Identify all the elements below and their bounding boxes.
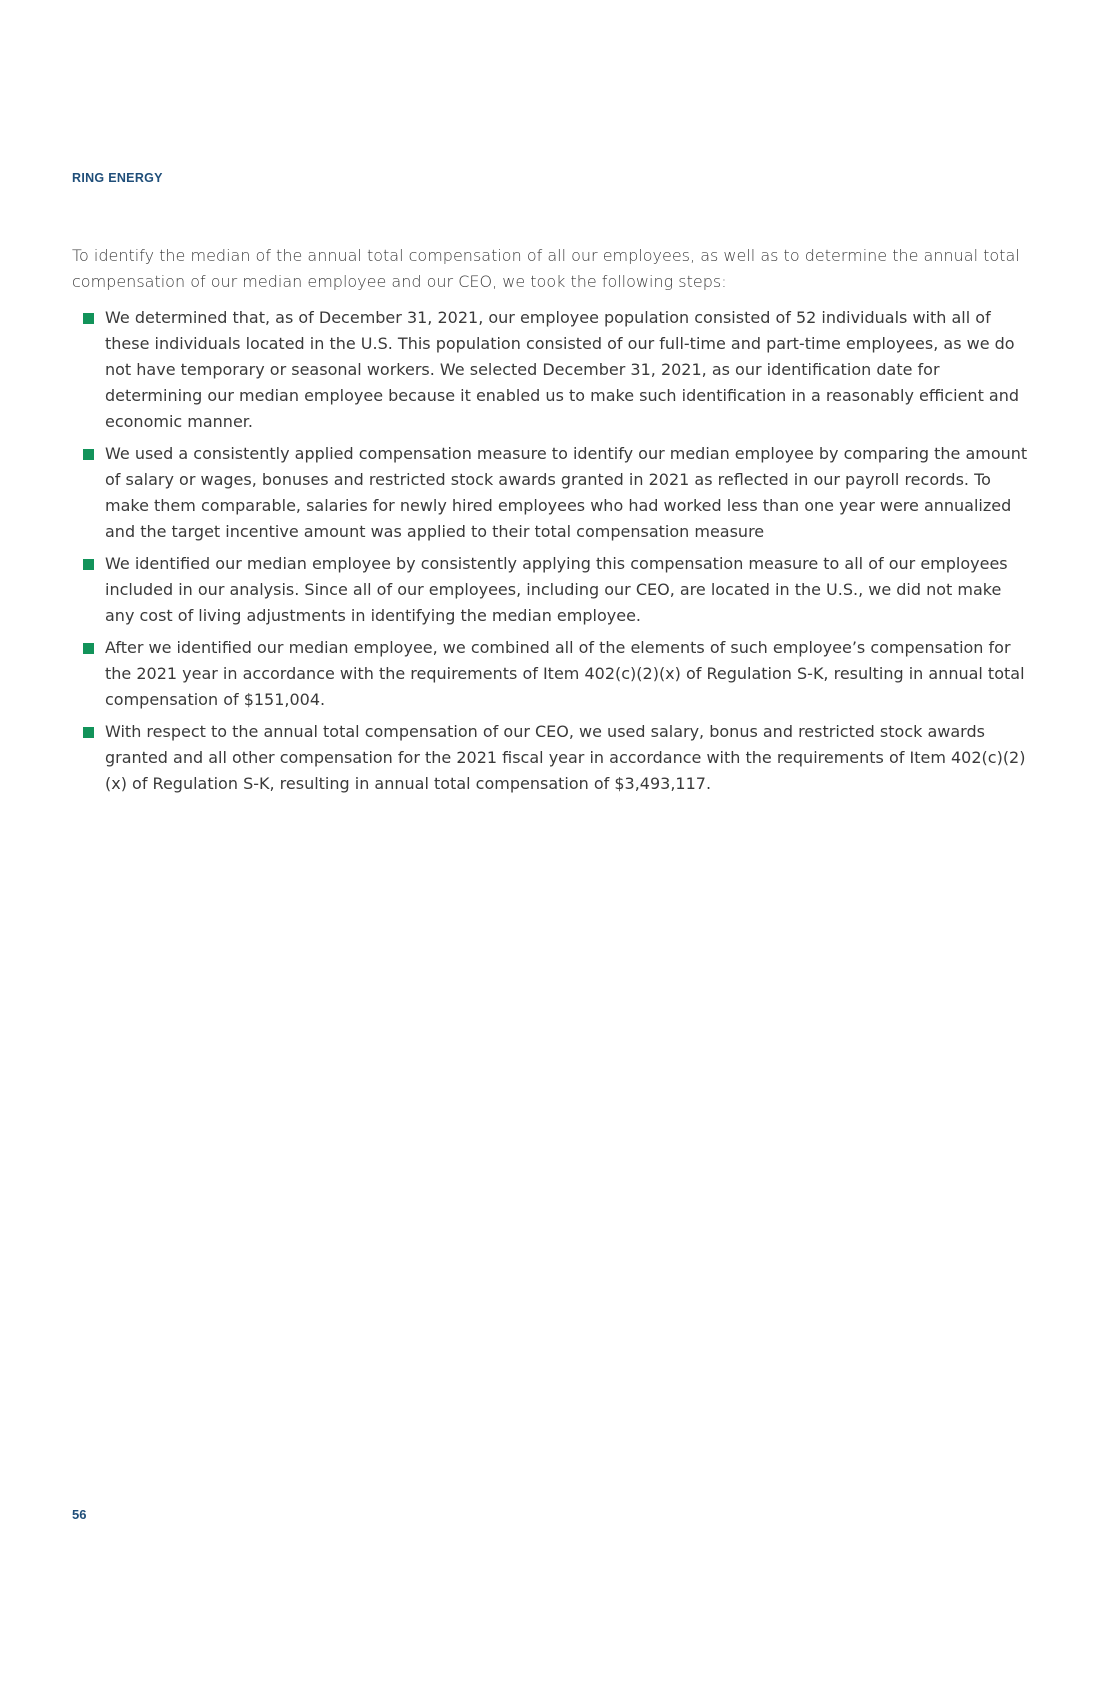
square-bullet-icon [83,559,94,570]
list-item-text: After we identified our median employee, we combined all of the elements of such employee’s compensation for the 2021 year in accordance with the requirements of Item 402(c)(2)(x) of Regulation S-K, resulting in annual total compensation of $151,004. [105,638,1025,709]
list-item [72,441,1032,545]
list-item-text: We used a consistently applied compensation measure to identify our median employee by comparing the amount of salary or wages, bonuses and restricted stock awards granted in 2021 as reflected in our payroll records. To make them comparable, salaries for newly hired employees who had worked less than one year were annualized and the target incentive amount was applied to their total compensation measure [105,444,1028,541]
page-number: 56 [72,1507,87,1522]
square-bullet-icon [83,727,94,738]
document-body [72,243,1032,803]
intro-paragraph: To identify the median of the annual total compensation of all our employees, as well as to determine the annual total compensation of our median employee and our CEO, we took the following steps: [72,246,1020,291]
square-bullet-icon [83,313,94,324]
list-item-text: With respect to the annual total compensation of our CEO, we used salary, bonus and restricted stock awards granted and all other compensation for the 2021 fiscal year in accordance with the requirements of Item 402(c)(2)(x) of Regulation S-K, resulting in annual total compensation of $3,493,117. [105,722,1026,793]
list-item [72,719,1032,797]
list-item [72,551,1032,629]
company-header: RING ENERGY [72,171,163,185]
steps-list [72,305,1032,797]
square-bullet-icon [83,449,94,460]
list-item-text: We determined that, as of December 31, 2021, our employee population consisted of 52 individuals with all of these individuals located in the U.S. This population consisted of our full-time and part-time employees, as we do not have temporary or seasonal workers. We selected December 31, 2021, as our identification date for determining our median employee because it enabled us to make such identification in a reasonably efficient and economic manner. [105,308,1020,431]
list-item [72,635,1032,713]
list-item-text: We identified our median employee by consistently applying this compensation measure to all of our employees included in our analysis. Since all of our employees, including our CEO, are located in the U.S., we did not make any cost of living adjustments in identifying the median employee. [105,554,1008,625]
square-bullet-icon [83,643,94,654]
list-item [72,305,1032,435]
